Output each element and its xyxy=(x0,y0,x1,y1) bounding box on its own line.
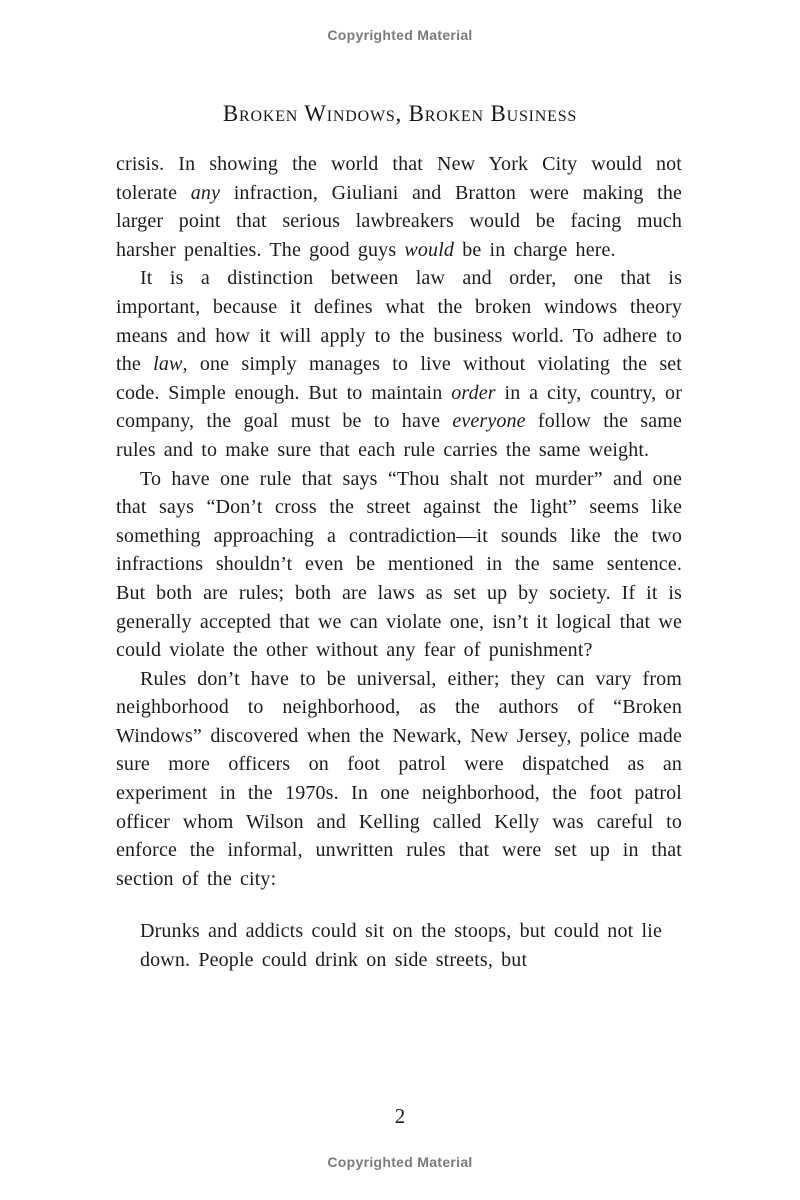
running-head: Broken Windows, Broken Business xyxy=(222,101,578,126)
copyright-notice-bottom: Copyrighted Material xyxy=(327,1154,473,1170)
paragraph: Rules don’t have to be universal, either; they can vary from neighborhood to neighborhood, as the authors of “Broken Windows” discovered when the Newark, New Jersey, police made sure more officers on foot patrol were dispatched as an experiment in the 1970s. In one neighborhood, the foot patrol officer whom Wilson and Kelling called Kelly was careful to enforce the informal, unwritten rules that were set up in that section of the city: xyxy=(116,667,682,890)
copyright-notice-top: Copyrighted Material xyxy=(327,27,473,43)
paragraph: It is a distinction between law and order, one that is important, because it defines what the broken windows theory means and how it will apply to the business world. To adhere to the law, one simply manages to live without violating the set code. Simple enough. But to maintain order in a city, country, or company, the goal must be to have everyone follow the same rules and to make sure that each rule carries the same weight. xyxy=(116,267,682,461)
paragraph: To have one rule that says “Thou shalt not murder” and one that says “Don’t cross the street against the light” seems like something approaching a contradiction—it sounds like the two infractions shouldn’t even be mentioned in the same sentence. But both are rules; both are laws as set up by society. If it is generally accepted that we can violate one, isn’t it logical that we could violate the other without any fear of punishment? xyxy=(116,467,682,662)
paragraph: crisis. In showing the world that New York City would not tolerate any infraction, Giuliani and Bratton were making the larger point that serious lawbreakers would be facing much harsher penalties. The good guys would be in charge here. xyxy=(116,153,683,261)
body-text xyxy=(116,150,682,975)
page-number: 2 xyxy=(394,1104,406,1128)
extract-quote: Drunks and addicts could sit on the stoops, but could not lie down. People could drink on side streets, but xyxy=(140,920,662,972)
